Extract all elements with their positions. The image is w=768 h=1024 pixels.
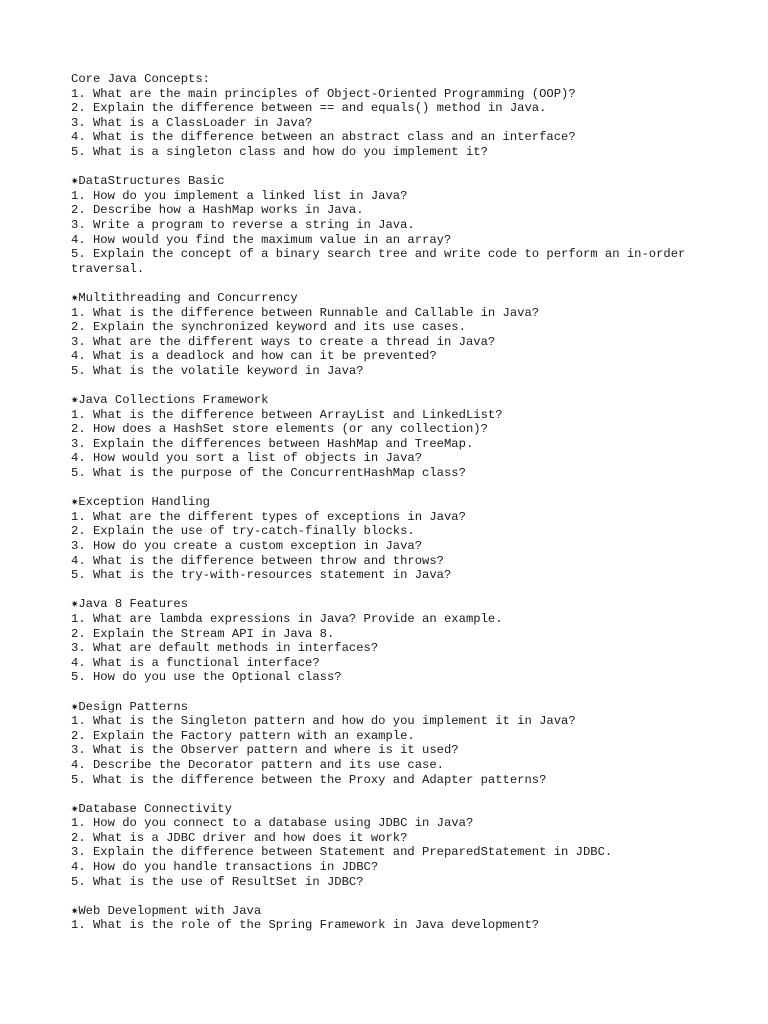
question-item: 2. Explain the difference between == and equals() method in Java. xyxy=(71,101,547,116)
question-item: 5. What is the try-with-resources statement in Java? xyxy=(71,568,452,583)
question-item: 4. How would you find the maximum value in an array? xyxy=(71,232,452,247)
question-item: 4. What is a deadlock and how can it be prevented? xyxy=(71,349,437,364)
question-item: 5. What is the use of ResultSet in JDBC? xyxy=(71,874,364,889)
question-item: 3. Explain the differences between HashMap and TreeMap. xyxy=(71,436,474,451)
question-item: 1. What is the role of the Spring Framework in Java development? xyxy=(71,918,540,933)
question-item: 2. What is a JDBC driver and how does it work? xyxy=(71,830,408,845)
question-section xyxy=(71,393,686,481)
question-item: 4. How would you sort a list of objects in Java? xyxy=(71,451,423,466)
question-item: 3. What are default methods in interfaces? xyxy=(71,641,379,656)
question-item: 1. How do you implement a linked list in Java? xyxy=(71,188,408,203)
question-item: 3. How do you create a custom exception in Java? xyxy=(71,539,423,553)
question-item: 5. What is a singleton class and how do you implement it? xyxy=(71,144,488,159)
question-item: 1. What is the difference between Runnable and Callable in Java? xyxy=(71,305,540,320)
question-section xyxy=(71,174,693,276)
question-item: 2. Explain the synchronized keyword and its use cases. xyxy=(71,320,466,335)
question-item: 2. Describe how a HashMap works in Java. xyxy=(71,203,364,218)
question-item: 3. What are the different ways to create a thread in Java? xyxy=(71,334,496,349)
question-item: 3. What is the Observer pattern and where is it used? xyxy=(71,743,459,758)
section-heading: ✷Web Development with Java xyxy=(71,903,262,918)
question-item: 3. Write a program to reverse a string in Java. xyxy=(71,217,415,232)
question-item: 1. What are the different types of exceptions in Java? xyxy=(71,509,466,524)
section-heading: ✷DataStructures Basic xyxy=(71,174,225,189)
question-item: 3. What is a ClassLoader in Java? xyxy=(71,115,313,130)
section-heading: ✷Design Patterns xyxy=(71,699,189,714)
question-item: 1. How do you connect to a database using JDBC in Java? xyxy=(71,816,474,831)
section-heading: ✷Multithreading and Concurrency xyxy=(71,290,298,305)
question-item: 5. How do you use the Optional class? xyxy=(71,670,342,685)
question-section xyxy=(71,904,686,933)
question-section xyxy=(71,700,686,788)
question-item: 1. What are lambda expressions in Java? Provide an example. xyxy=(71,611,503,626)
question-item: 4. What is the difference between throw and throws? xyxy=(71,553,444,568)
question-item: 5. What is the difference between the Proxy and Adapter patterns? xyxy=(71,772,547,787)
section-heading: ✷Java Collections Framework xyxy=(71,393,269,408)
question-section xyxy=(71,291,686,379)
question-item: 5. What is the volatile keyword in Java? xyxy=(71,363,364,378)
question-item: 4. What is the difference between an abstract class and an interface? xyxy=(71,130,576,145)
question-item: 3. Explain the difference between Statement and PreparedStatement in JDBC. xyxy=(71,845,613,860)
question-item: 2. Explain the use of try-catch-finally blocks. xyxy=(71,524,415,539)
question-section xyxy=(71,802,686,890)
section-heading: ✷Java 8 Features xyxy=(71,597,189,612)
section-heading: ✷Database Connectivity xyxy=(71,801,232,816)
question-item: 2. Explain the Factory pattern with an example. xyxy=(71,728,415,743)
question-item: 2. Explain the Stream API in Java 8. xyxy=(71,626,335,641)
question-section xyxy=(71,72,686,160)
question-item: 1. What is the difference between ArrayList and LinkedList? xyxy=(71,407,503,422)
question-item: 4. What is a functional interface? xyxy=(71,655,320,670)
section-heading: Core Java Concepts: xyxy=(71,72,210,86)
question-item: 5. What is the purpose of the ConcurrentHashMap class? xyxy=(71,466,466,481)
question-item: 2. How does a HashSet store elements (or any collection)? xyxy=(71,422,488,437)
question-item: 4. Describe the Decorator pattern and its use case. xyxy=(71,757,444,772)
section-heading: ✷Exception Handling xyxy=(71,495,210,510)
question-item: 1. What is the Singleton pattern and how do you implement it in Java? xyxy=(71,714,576,729)
question-item: 5. Explain the concept of a binary search tree and write code to perform an in-order traversal. xyxy=(71,247,693,276)
question-item: 1. What are the main principles of Object-Oriented Programming (OOP)? xyxy=(71,86,576,101)
question-list xyxy=(71,72,693,948)
question-item: 4. How do you handle transactions in JDBC? xyxy=(71,860,379,875)
question-section xyxy=(71,495,686,583)
question-section xyxy=(71,597,686,685)
